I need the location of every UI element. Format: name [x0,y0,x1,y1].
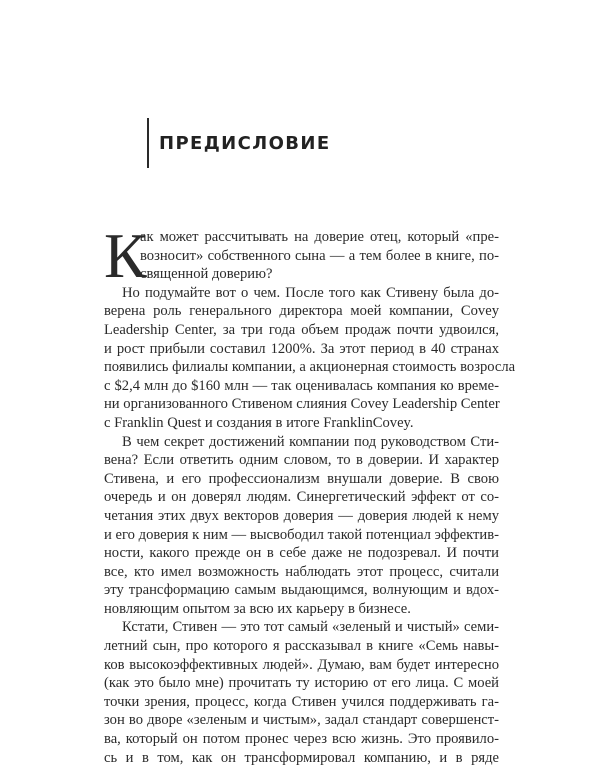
text-line: В чем секрет достижений компании под руководством Сти- [122,433,499,450]
text-line: летний сын, про которого я рассказывал в книге «Семь навы- [104,638,499,655]
text-line: зон во дворе «зеленым и чистым», задал стандарт совершенст- [104,712,499,729]
text-line: сь и в том, как он трансформировал компанию, и в ряде [104,749,499,766]
text-line: Но подумайте вот о чем. После того как Стивену была до- [122,284,499,301]
text-line: ва, который он потом пронес через всю жизнь. Это проявило- [104,731,499,748]
drop-cap: К [104,220,147,291]
text-line: и его доверия к ним — высвободил такой потенциал эффектив- [104,526,499,543]
text-line: все, кто имел возможность наблюдать этот процесс, считали [104,563,499,580]
text-line: вена? Если ответить одним словом, то в доверии. И характер [104,452,499,469]
text-line: появились филиалы компании, а акционерная стоимость возросла [104,359,516,376]
text-line: с Franklin Quest и создания в итоге FranklinCovey. [104,414,414,431]
text-line: Стивена, и его профессионализм внушали доверие. В свою [104,470,499,487]
body-text [104,220,516,767]
text-line: Кстати, Стивен — это тот самый «зеленый и чистый» семи- [122,619,499,636]
text-line: ности, какого прежде он в себе даже не подозревал. И почти [104,545,499,562]
text-line: верена роль генерального директора моей компании, Covey [104,303,499,320]
text-line: священной доверию? [140,266,273,283]
text-line: ак может рассчитывать на доверие отец, который «пре- [140,229,499,245]
text-line: возносит» собственного сына — а тем более в книге, по- [140,247,499,264]
chapter-heading [147,118,331,168]
text-line: Leadership Center, за три года объем продаж почти удвоился, [104,321,499,338]
text-line: ни организованного Стивеном слияния Covey Leadership Center [104,396,500,413]
text-line: и рост прибыли составил 1200%. За этот период в 40 странах [104,340,499,357]
text-line: с $2,4 млн до $160 млн — так оценивалась компания ко време- [104,377,499,394]
text-line: новляющим опытом за всю их карьеру в бизнесе. [104,600,411,617]
text-line: ков высокоэффективных людей». Думаю, вам будет интересно [104,656,499,673]
text-line: очередь и он доверял людям. Синергетический эффект от со- [104,489,499,506]
text-line: четания этих двух векторов доверия — доверия людей к нему [104,507,499,524]
text-line: (как это было мне) прочитать ту историю от его лица. С моей [104,675,499,692]
chapter-title: ПРЕДИСЛОВИЕ [159,132,331,154]
heading-rule [147,118,149,168]
text-line: эту трансформацию самым выдающимся, волнующим и вдох- [104,582,499,599]
text-line: точки зрения, процесс, когда Стивен учился поддерживать га- [104,693,499,710]
